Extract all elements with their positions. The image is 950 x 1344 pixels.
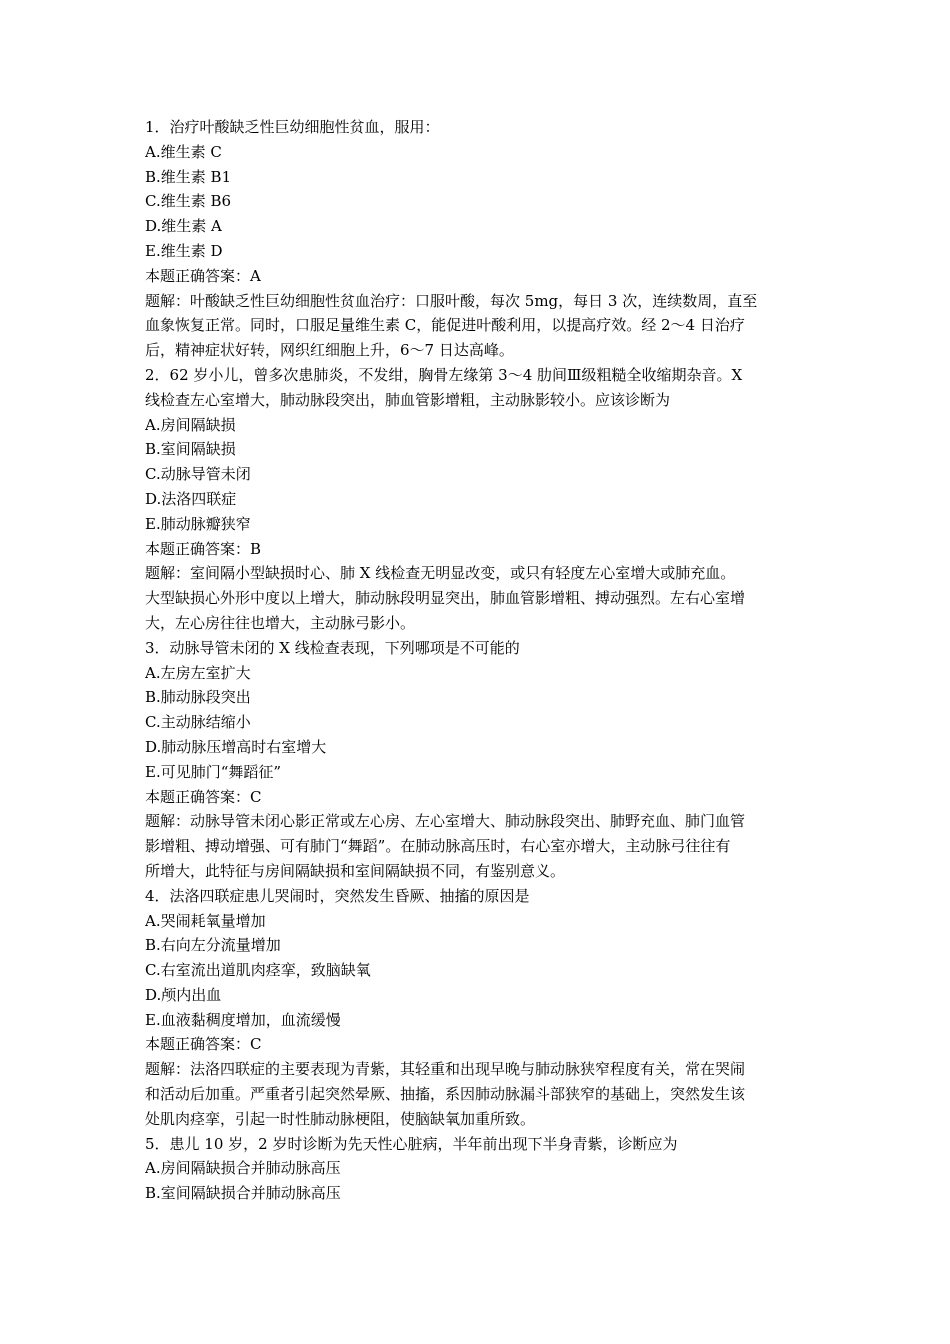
question-4 — [145, 884, 810, 1132]
option-b: B.室间隔缺损合并肺动脉高压 — [145, 1184, 341, 1203]
option-a: A.维生素 C — [145, 142, 222, 161]
option-b: B.维生素 B1 — [145, 167, 232, 186]
question-5 — [145, 1132, 810, 1206]
correct-answer: 本题正确答案：C — [145, 787, 262, 806]
option-a: A.房间隔缺损合并肺动脉高压 — [145, 1159, 341, 1178]
option-c: C.右室流出道肌肉痉挛，致脑缺氧 — [145, 961, 371, 980]
option-e: E.可见肺门“舞蹈征” — [145, 762, 282, 781]
question-stem: 线检查左心室增大，肺动脉段突出，肺血管影增粗，主动脉影较小。应该诊断为 — [145, 390, 671, 409]
option-d: D.肺动脉压增高时右室增大 — [145, 737, 327, 756]
question-stem: 2．62 岁小儿，曾多次患肺炎，不发绀，胸骨左缘第 3～4 肋间Ⅲ级粗糙全收缩期杂音。X — [145, 365, 743, 384]
option-a: A.房间隔缺损 — [145, 415, 236, 434]
explanation-line: 题解：法洛四联症的主要表现为青紫，其轻重和出现早晚与肺动脉狭窄程度有关，常在哭闹 — [145, 1060, 746, 1079]
correct-answer: 本题正确答案：A — [145, 266, 261, 285]
correct-answer: 本题正确答案：B — [145, 539, 262, 558]
option-c: C.维生素 B6 — [145, 192, 232, 211]
option-c: C.主动脉结缩小 — [145, 713, 251, 732]
explanation-line: 大，左心房往往也增大，主动脉弓影小。 — [145, 613, 416, 632]
option-e: E.维生素 D — [145, 241, 223, 260]
option-d: D.法洛四联症 — [145, 489, 237, 508]
explanation-line: 题解：叶酸缺乏性巨幼细胞性贫血治疗：口服叶酸，每次 5mg，每日 3 次，连续数周，直至 — [145, 291, 758, 310]
question-stem: 5．患儿 10 岁，2 岁时诊断为先天性心脏病，半年前出现下半身青紫，诊断应为 — [145, 1134, 678, 1153]
option-a: A.左房左室扩大 — [145, 663, 251, 682]
question-stem: 1．治疗叶酸缺乏性巨幼细胞性贫血，服用： — [145, 118, 440, 136]
question-2 — [145, 363, 810, 636]
option-b: B.肺动脉段突出 — [145, 688, 251, 707]
option-e: E.肺动脉瓣狭窄 — [145, 514, 251, 533]
explanation-line: 血象恢复正常。同时，口服足量维生素 C，能促进叶酸利用，以提高疗效。经 2～4 日治疗 — [145, 316, 745, 335]
explanation-line: 大型缺损心外形中度以上增大，肺动脉段明显突出，肺血管影增粗、搏动强烈。左右心室增 — [145, 589, 746, 608]
question-1 — [145, 115, 810, 363]
option-b: B.室间隔缺损 — [145, 440, 236, 459]
option-d: D.维生素 A — [145, 217, 222, 236]
correct-answer: 本题正确答案：C — [145, 1035, 262, 1054]
explanation-line: 题解：动脉导管未闭心影正常或左心房、左心室增大、肺动脉段突出、肺野充血、肺门血管 — [145, 812, 746, 831]
explanation-line: 后，精神症状好转，网织红细胞上升，6～7 日达高峰。 — [145, 341, 514, 360]
question-stem: 3．动脉导管未闭的 X 线检查表现，下列哪项是不可能的 — [145, 638, 520, 657]
option-d: D.颅内出血 — [145, 985, 222, 1004]
explanation-line: 影增粗、搏动增强、可有肺门“舞蹈”。在肺动脉高压时，右心室亦增大，主动脉弓往往有 — [145, 837, 731, 856]
explanation-line: 处肌肉痉挛，引起一时性肺动脉梗阻，使脑缺氧加重所致。 — [145, 1109, 536, 1128]
explanation-line: 和活动后加重。严重者引起突然晕厥、抽搐，系因肺动脉漏斗部狭窄的基础上，突然发生该 — [145, 1085, 746, 1104]
document-page — [145, 115, 810, 1206]
explanation-line: 所增大，此特征与房间隔缺损和室间隔缺损不同，有鉴别意义。 — [145, 861, 566, 880]
option-b: B.右向左分流量增加 — [145, 936, 281, 955]
question-3 — [145, 636, 810, 884]
option-a: A.哭闹耗氧量增加 — [145, 911, 266, 930]
question-stem: 4．法洛四联症患儿哭闹时，突然发生昏厥、抽搐的原因是 — [145, 886, 530, 905]
option-e: E.血液黏稠度增加，血流缓慢 — [145, 1010, 341, 1029]
explanation-line: 题解：室间隔小型缺损时心、肺 X 线检查无明显改变，或只有轻度左心室增大或肺充血。 — [145, 564, 736, 583]
option-c: C.动脉导管未闭 — [145, 465, 251, 484]
